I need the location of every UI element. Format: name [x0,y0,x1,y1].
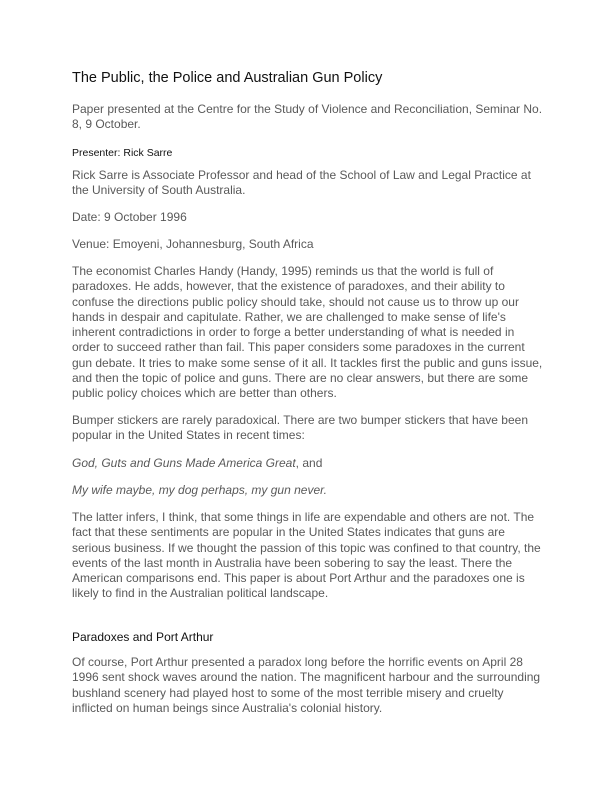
bumper-sticker-1-suffix: , and [295,456,323,470]
bumper-sticker-2-text: My wife maybe, my dog perhaps, my gun never. [72,483,327,497]
body-paragraph-4: Of course, Port Arthur presented a paradox long before the horrific events on April 28 1996 sent shock waves around the nation. The magnificent harbour and the surrounding bushland scenery had played host to some of the most terrible misery and cruelty inflicted on human beings since Australia's colonial history. [72,655,541,715]
body-paragraph-3: The latter infers, I think, that some things in life are expendable and others are not. The fact that these sentiments are popular in the United States indicates that guns are serious business. If we thought the passion of this topic was confined to that country, the events of the last month in Australia have been sobering to say the least. There the American comparisons end. This paper is about Port Arthur and the paradoxes one is likely to find in the Australian political landscape. [72,510,541,601]
document-title: The Public, the Police and Australian Gun Policy [72,70,383,86]
body-paragraph-1: The economist Charles Handy (Handy, 1995) reminds us that the world is full of paradoxes. He adds, however, that the existence of paradoxes, and their ability to confuse the directions public policy should take, should not cause us to throw up our hands in despair and capitulate. Rather, we are challenged to make sense of life's inherent contradictions in order to forge a better understanding of what is needed in order to succeed rather than fail. This paper considers some paradoxes in the current gun debate. It tries to make some sense of it all. It tackles first the public and guns issue, and then the topic of police and guns. There are no clear answers, but there are some public policy choices which are better than others. [72,264,543,401]
body-paragraph-2: Bumper stickers are rarely paradoxical. There are two bumper stickers that have been popular in the United States in recent times: [72,413,528,443]
intro-paragraph: Paper presented at the Centre for the Study of Violence and Reconciliation, Seminar No. 8, 9 October. [72,102,543,132]
date-line: Date: 9 October 1996 [72,210,187,224]
bio-paragraph: Rick Sarre is Associate Professor and head of the School of Law and Legal Practice at the University of South Australia. [72,168,531,198]
bumper-sticker-2 [72,483,544,498]
bumper-sticker-1-text: God, Guts and Guns Made America Great [72,456,296,470]
venue-line: Venue: Emoyeni, Johannesburg, South Africa [72,237,314,251]
section-heading: Paradoxes and Port Arthur [72,630,214,644]
presenter-label: Presenter: Rick Sarre [72,147,173,159]
bumper-sticker-1 [72,456,544,471]
